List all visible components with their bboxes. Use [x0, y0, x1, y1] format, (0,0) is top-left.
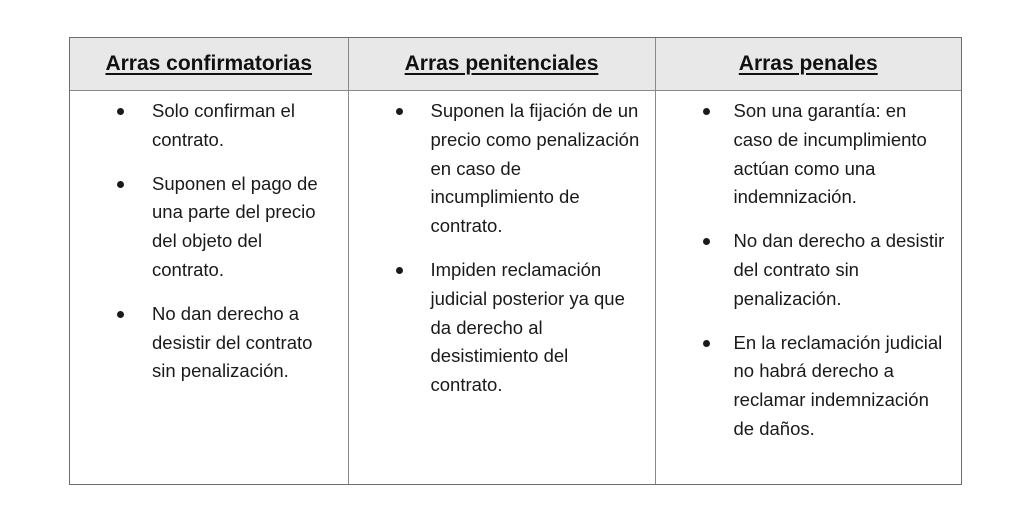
header-arras-penales: Arras penales	[655, 38, 961, 91]
cell-arras-confirmatorias	[70, 91, 348, 485]
bullet-list	[349, 91, 655, 400]
list-item	[70, 97, 336, 155]
bullet-dot-icon	[396, 267, 403, 274]
bullet-dot-icon	[703, 108, 710, 115]
list-item-text: Son una garantía: en caso de incumplimiento actúan como una indemnización.	[733, 100, 927, 208]
bullet-dot-icon	[117, 181, 124, 188]
bullet-dot-icon	[703, 238, 710, 245]
comparison-table-container	[69, 37, 962, 485]
cell-arras-penales	[655, 91, 961, 485]
list-item-text: Suponen el pago de una parte del precio del objeto del contrato.	[152, 172, 318, 280]
header-arras-confirmatorias: Arras confirmatorias	[70, 38, 348, 91]
list-item	[70, 170, 336, 285]
bullet-dot-icon	[117, 108, 124, 115]
list-item-text: Solo confirman el contrato.	[152, 100, 295, 150]
header-row	[70, 38, 961, 91]
cell-arras-penitenciales	[348, 91, 655, 485]
list-item-text: No dan derecho a desistir del contrato sin penalización.	[733, 230, 945, 309]
bullet-dot-icon	[703, 340, 710, 347]
bullet-list	[656, 91, 962, 444]
bullet-dot-icon	[396, 108, 403, 115]
list-item	[656, 227, 950, 313]
list-item-text: Impiden reclamación judicial posterior ya que da derecho al desistimiento del contrato.	[430, 258, 625, 396]
list-item	[70, 300, 336, 386]
bullet-list	[70, 91, 348, 386]
content-row	[70, 91, 961, 485]
list-item	[656, 329, 950, 444]
list-item-text: En la reclamación judicial no habrá derecho a reclamar indemnización de daños.	[733, 331, 943, 439]
list-item	[349, 97, 643, 241]
list-item	[656, 97, 950, 212]
list-item	[349, 256, 643, 400]
arras-comparison-table	[70, 38, 961, 484]
list-item-text: No dan derecho a desistir del contrato sin penalización.	[152, 302, 313, 382]
header-arras-penitenciales: Arras penitenciales	[348, 38, 655, 91]
list-item-text: Suponen la fijación de un precio como penalización en caso de incumplimiento de contrato.	[430, 100, 640, 237]
bullet-dot-icon	[117, 311, 124, 318]
